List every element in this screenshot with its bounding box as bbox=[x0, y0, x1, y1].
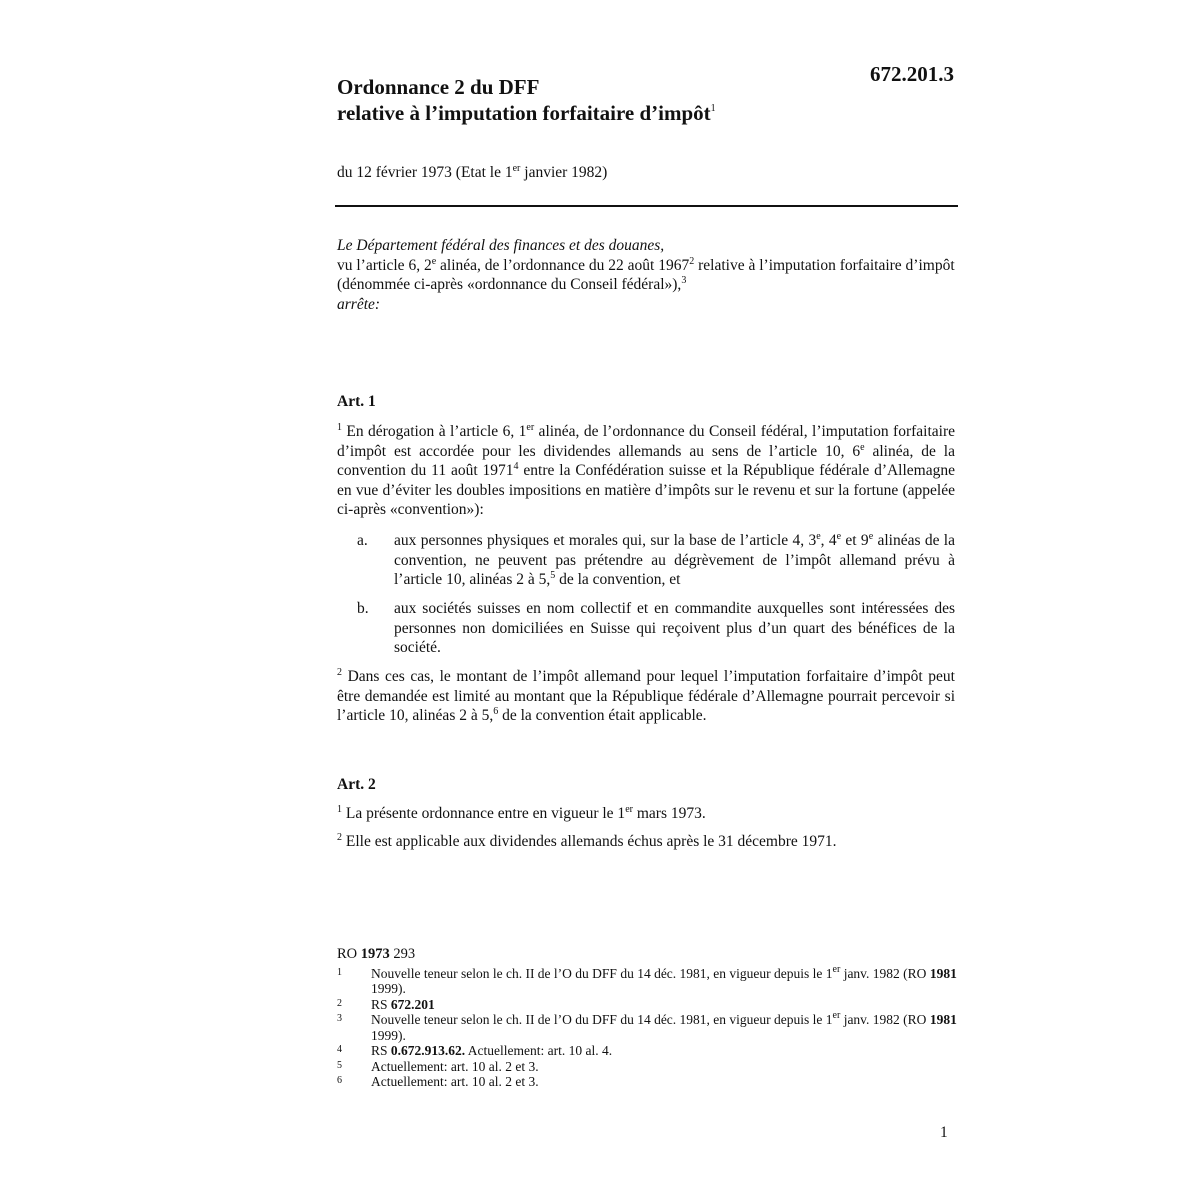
article-1-paragraph-2: $^2$ Dans ces cas, le montant de l’impôt allemand pour lequel l’imputation forfaitaire d’impôt peut être demandée est limité au montant que la République fédérale d’Allemagne pourrait percevoir si l’article 10, alinéas 2 à 5,$^6$ de la convention était applicable. bbox=[337, 667, 955, 724]
preamble bbox=[337, 236, 957, 314]
title-line-1: Ordonnance 2 du DFF bbox=[337, 75, 540, 99]
authority: Le Département fédéral des finances et des douanes, bbox=[337, 237, 665, 254]
systematic-number: 672.201.3 bbox=[870, 62, 954, 86]
document-title bbox=[337, 74, 857, 126]
article-2-paragraph-1: $^1$ La présente ordonnance entre en vigueur le 1er mars 1973. bbox=[337, 804, 706, 822]
footnote-4: 4 RS 0.672.913.62. Actuellement: art. 10 al. 4. bbox=[337, 1043, 613, 1058]
footnote-ro: RO 1973 293 bbox=[337, 946, 416, 962]
preamble-text: vu l’article 6, 2e alinéa, de l’ordonnance du 22 août 1967$^2$ relative à l’imputation forfaitaire d’impôt (dénommée ci-après «ordonnance du Conseil fédéral»),$^3$ bbox=[337, 255, 955, 293]
article-2-paragraph-2: $^2$ Elle est applicable aux dividendes allemands échus après le 31 décembre 1971. bbox=[337, 832, 837, 850]
article-1-title: Art. 1 bbox=[337, 393, 376, 410]
document-date: du 12 février 1973 (Etat le 1er janvier 1982) bbox=[337, 163, 608, 181]
header-divider bbox=[335, 205, 958, 207]
article-1-paragraph-1: $^1$ En dérogation à l’article 6, 1er alinéa, de l’ordonnance du Conseil fédéral, l’imputation forfaitaire d’impôt est accordée pour les dividendes allemands au sens de l’article 10, 6e alinéa, de la convention du 11 août 1971$^4$ entre la Confédération suisse et la République fédérale d’Allemagne en vue d’éviter les doubles impositions en matière d’impôts sur le revenu et sur la fortune (appelée ci-après «convention»): bbox=[337, 422, 955, 518]
article-2-title: Art. 2 bbox=[337, 776, 376, 793]
list-item-a: a. aux personnes physiques et morales qui, sur la base de l’article 4, 3e, 4e et 9e alinéas de la convention, ne peuvent pas prétendre au dégrèvement de l’impôt allemand prévu à l’article 10, alinéas 2 à 5,$^5$ de la convention, et bbox=[357, 531, 955, 588]
list-item-label: a. bbox=[357, 532, 368, 549]
list-item-b: b. aux sociétés suisses en nom collectif et en commandite auxquelles sont intéressées des personnes non domiciliées en Suisse qui reçoivent plus d’un quart des bénéfices de la société. bbox=[357, 600, 955, 656]
decree: arrête: bbox=[337, 295, 381, 313]
footnote-6: 6 Actuellement: art. 10 al. 2 et 3. bbox=[337, 1074, 539, 1089]
footnote-5: 5 Actuellement: art. 10 al. 2 et 3. bbox=[337, 1058, 539, 1074]
footnotes bbox=[337, 947, 957, 1090]
footnote-1: 1 Nouvelle teneur selon le ch. II de l’O du DFF du 14 déc. 1981, en vigueur depuis le 1er janv. 1982 (RO 1981 1999). bbox=[337, 963, 957, 996]
footnote-ref: 1 bbox=[710, 103, 716, 114]
title-line-2: relative à l’imputation forfaitaire d’impôt$^1$ bbox=[337, 101, 716, 125]
footnote-2: 2 RS 672.201 bbox=[337, 996, 435, 1012]
footnote-3: 3 Nouvelle teneur selon le ch. II de l’O du DFF du 14 déc. 1981, en vigueur depuis le 1er janv. 1982 (RO 1981 1999). bbox=[337, 1010, 957, 1043]
list-item-label: b. bbox=[357, 600, 369, 617]
page-number: 1 bbox=[940, 1124, 948, 1141]
